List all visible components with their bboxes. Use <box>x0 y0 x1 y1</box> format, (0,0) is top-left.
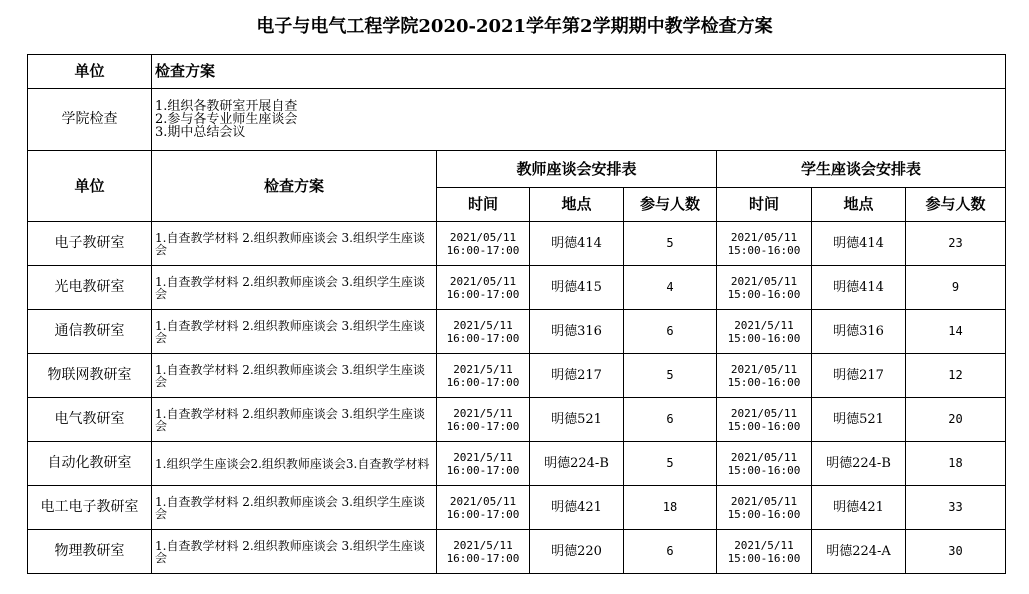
student-place-cell: 明德224-A <box>812 530 906 574</box>
school-item: 3.期中总结会议 <box>155 125 246 140</box>
plan-cell: 1.组织学生座谈会2.组织教师座谈会3.自查教学材料 <box>152 442 437 486</box>
time-range-text: 15:00-16:00 <box>727 419 801 433</box>
date-text: 2021/5/11 <box>453 538 513 552</box>
student-count-cell: 12 <box>906 354 1006 398</box>
time-range-text: 16:00-17:00 <box>446 551 520 565</box>
student-time-cell <box>717 222 812 266</box>
date-text: 2021/05/11 <box>449 494 517 508</box>
student-place-cell: 明德224-B <box>812 442 906 486</box>
unit-column-header: 单位 <box>28 151 152 222</box>
student-place-cell: 明德421 <box>812 486 906 530</box>
teacher-count-cell: 6 <box>624 310 717 354</box>
teacher-count-cell: 5 <box>624 354 717 398</box>
student-count-cell: 18 <box>906 442 1006 486</box>
student-count-cell: 23 <box>906 222 1006 266</box>
student-place-cell: 明德521 <box>812 398 906 442</box>
unit-cell: 物理教研室 <box>28 530 152 574</box>
table-row <box>28 442 1006 486</box>
date-text: 2021/05/11 <box>730 450 798 464</box>
time-range-text: 15:00-16:00 <box>727 331 801 345</box>
unit-header: 单位 <box>28 55 152 89</box>
teacher-count-cell: 6 <box>624 398 717 442</box>
student-place-cell: 明德316 <box>812 310 906 354</box>
teacher-place-header: 地点 <box>530 188 624 222</box>
table-body <box>28 55 1006 574</box>
teacher-time-cell <box>437 530 530 574</box>
time-range-text: 16:00-17:00 <box>446 463 520 477</box>
table-row <box>28 222 1006 266</box>
teacher-place-cell: 明德521 <box>530 398 624 442</box>
student-time-cell <box>717 310 812 354</box>
time-range-text: 16:00-17:00 <box>446 243 520 257</box>
teacher-time-cell <box>437 442 530 486</box>
date-text: 2021/05/11 <box>730 362 798 376</box>
time-range-text: 16:00-17:00 <box>446 507 520 521</box>
student-time-cell <box>717 530 812 574</box>
student-time-cell <box>717 398 812 442</box>
teacher-place-cell: 明德414 <box>530 222 624 266</box>
date-text: 2021/05/11 <box>730 230 798 244</box>
teacher-time-cell <box>437 354 530 398</box>
teacher-place-cell: 明德224-B <box>530 442 624 486</box>
teacher-time-cell <box>437 486 530 530</box>
teacher-time-cell <box>437 310 530 354</box>
teacher-count-cell: 4 <box>624 266 717 310</box>
date-text: 2021/05/11 <box>730 494 798 508</box>
date-text: 2021/5/11 <box>453 450 513 464</box>
plan-header: 检查方案 <box>152 55 1006 89</box>
date-text: 2021/5/11 <box>734 538 794 552</box>
date-text: 2021/05/11 <box>449 274 517 288</box>
plan-cell: 1.自查教学材料 2.组织教师座谈会 3.组织学生座谈会 <box>152 222 437 266</box>
date-text: 2021/5/11 <box>453 362 513 376</box>
time-range-text: 16:00-17:00 <box>446 375 520 389</box>
student-count-cell: 20 <box>906 398 1006 442</box>
group-header-row <box>28 151 1006 188</box>
top-header-row <box>28 55 1006 89</box>
student-time-cell <box>717 354 812 398</box>
teacher-place-cell: 明德421 <box>530 486 624 530</box>
time-range-text: 16:00-17:00 <box>446 287 520 301</box>
student-group-header: 学生座谈会安排表 <box>717 151 1006 188</box>
teacher-count-cell: 5 <box>624 442 717 486</box>
school-item: 2.参与各专业师生座谈会 <box>155 112 298 127</box>
school-item: 1.组织各教研室开展自查 <box>155 99 298 114</box>
table-row <box>28 266 1006 310</box>
student-time-cell <box>717 442 812 486</box>
date-text: 2021/05/11 <box>730 406 798 420</box>
plan-cell: 1.自查教学材料 2.组织教师座谈会 3.组织学生座谈会 <box>152 310 437 354</box>
student-place-cell: 明德414 <box>812 266 906 310</box>
date-text: 2021/05/11 <box>730 274 798 288</box>
time-range-text: 15:00-16:00 <box>727 551 801 565</box>
time-range-text: 15:00-16:00 <box>727 507 801 521</box>
student-time-cell <box>717 266 812 310</box>
plan-cell: 1.自查教学材料 2.组织教师座谈会 3.组织学生座谈会 <box>152 398 437 442</box>
teacher-count-cell: 6 <box>624 530 717 574</box>
plan-cell: 1.自查教学材料 2.组织教师座谈会 3.组织学生座谈会 <box>152 354 437 398</box>
student-count-header: 参与人数 <box>906 188 1006 222</box>
teacher-place-cell: 明德217 <box>530 354 624 398</box>
teacher-count-header: 参与人数 <box>624 188 717 222</box>
student-time-header: 时间 <box>717 188 812 222</box>
plan-cell: 1.自查教学材料 2.组织教师座谈会 3.组织学生座谈会 <box>152 530 437 574</box>
teacher-count-cell: 5 <box>624 222 717 266</box>
time-range-text: 15:00-16:00 <box>727 287 801 301</box>
teacher-group-header: 教师座谈会安排表 <box>437 151 717 188</box>
unit-cell: 电子教研室 <box>28 222 152 266</box>
table-row <box>28 530 1006 574</box>
student-place-header: 地点 <box>812 188 906 222</box>
school-label: 学院检查 <box>28 89 152 151</box>
table-row <box>28 354 1006 398</box>
student-count-cell: 9 <box>906 266 1006 310</box>
date-text: 2021/05/11 <box>449 230 517 244</box>
teacher-time-header: 时间 <box>437 188 530 222</box>
time-range-text: 16:00-17:00 <box>446 419 520 433</box>
school-row <box>28 89 1006 151</box>
school-plan <box>152 89 1006 151</box>
teacher-time-cell <box>437 222 530 266</box>
student-count-cell: 33 <box>906 486 1006 530</box>
time-range-text: 16:00-17:00 <box>446 331 520 345</box>
student-count-cell: 14 <box>906 310 1006 354</box>
teacher-place-cell: 明德220 <box>530 530 624 574</box>
student-place-cell: 明德217 <box>812 354 906 398</box>
inspection-table <box>27 54 1006 574</box>
student-time-cell <box>717 486 812 530</box>
date-text: 2021/5/11 <box>734 318 794 332</box>
time-range-text: 15:00-16:00 <box>727 463 801 477</box>
table-row <box>28 310 1006 354</box>
teacher-count-cell: 18 <box>624 486 717 530</box>
plan-cell: 1.自查教学材料 2.组织教师座谈会 3.组织学生座谈会 <box>152 266 437 310</box>
unit-cell: 自动化教研室 <box>28 442 152 486</box>
plan-cell: 1.自查教学材料 2.组织教师座谈会 3.组织学生座谈会 <box>152 486 437 530</box>
unit-cell: 电气教研室 <box>28 398 152 442</box>
unit-cell: 通信教研室 <box>28 310 152 354</box>
time-range-text: 15:00-16:00 <box>727 243 801 257</box>
student-place-cell: 明德414 <box>812 222 906 266</box>
student-count-cell: 30 <box>906 530 1006 574</box>
teacher-time-cell <box>437 266 530 310</box>
plan-column-header: 检查方案 <box>152 151 437 222</box>
teacher-place-cell: 明德415 <box>530 266 624 310</box>
table-row <box>28 398 1006 442</box>
date-text: 2021/5/11 <box>453 318 513 332</box>
unit-cell: 物联网教研室 <box>28 354 152 398</box>
unit-cell: 电工电子教研室 <box>28 486 152 530</box>
teacher-place-cell: 明德316 <box>530 310 624 354</box>
page-title: 电子与电气工程学院2020-2021学年第2学期期中教学检查方案 <box>256 16 773 37</box>
time-range-text: 15:00-16:00 <box>727 375 801 389</box>
teacher-time-cell <box>437 398 530 442</box>
table-row <box>28 486 1006 530</box>
date-text: 2021/5/11 <box>453 406 513 420</box>
unit-cell: 光电教研室 <box>28 266 152 310</box>
